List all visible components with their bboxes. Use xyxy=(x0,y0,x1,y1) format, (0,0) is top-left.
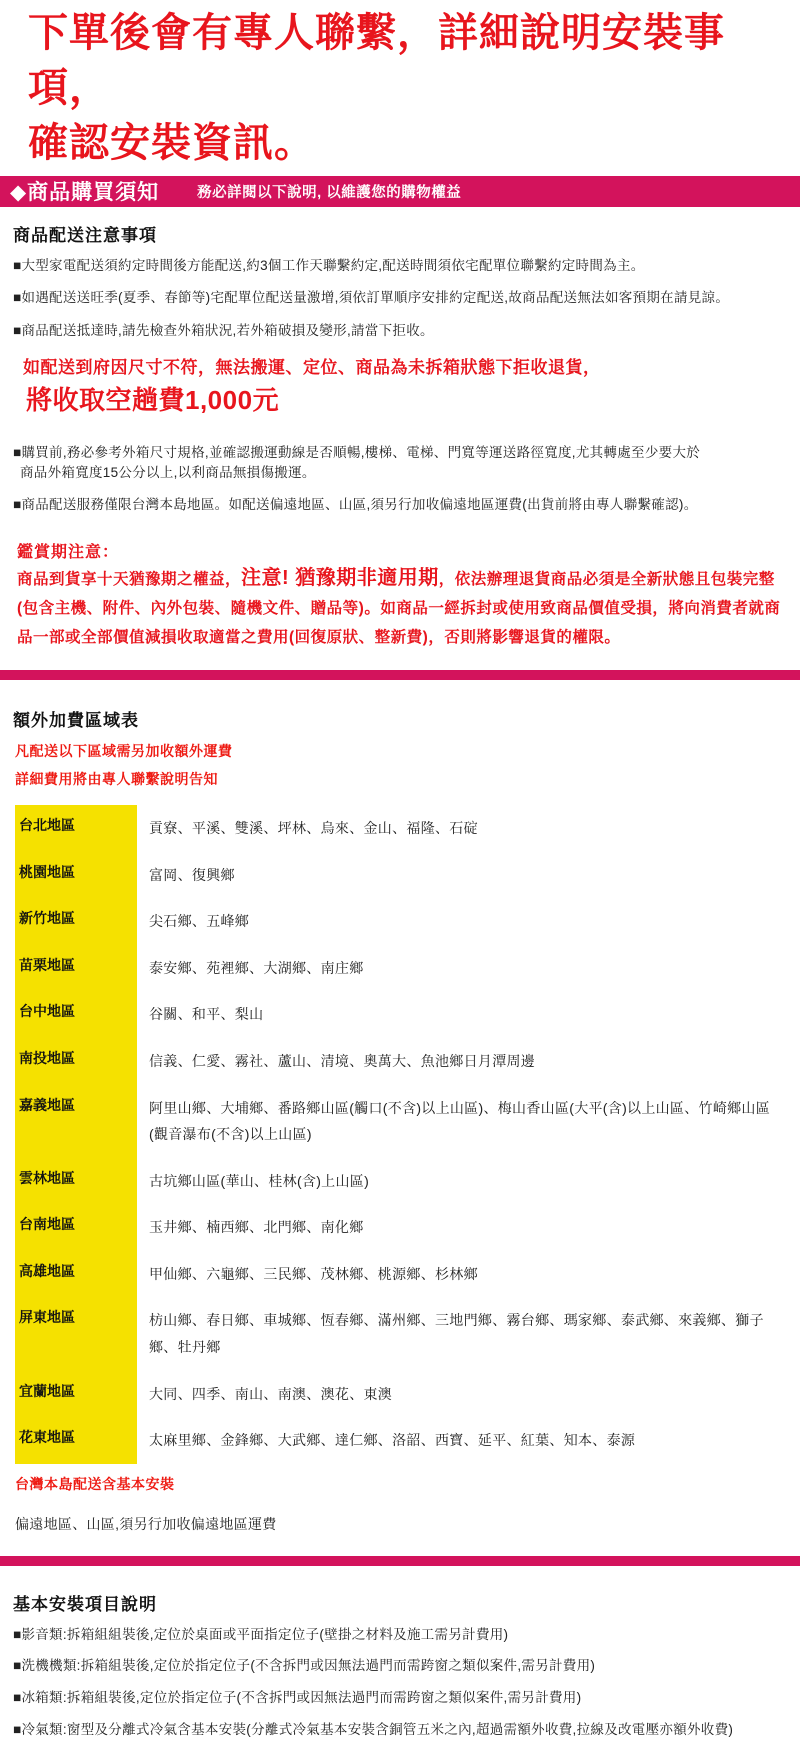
region-row xyxy=(15,1417,787,1464)
purchase-notice-title: ◆商品購買須知 xyxy=(10,181,160,205)
inspection-text-emphasis: 注意! 猶豫期非適用期 xyxy=(241,566,439,589)
region-name: 苗栗地區 xyxy=(15,945,137,992)
extra-fee-note: 詳細費用將由專人聯繫說明告知 xyxy=(15,770,218,787)
region-name: 新竹地區 xyxy=(15,898,137,945)
region-name: 南投地區 xyxy=(15,1038,137,1085)
region-row xyxy=(15,1371,787,1418)
region-places: 阿里山鄉、大埔鄉、番路鄉山區(觸口(不含)以上山區)、梅山香山區(大平(含)以上山區、竹崎鄉山區(觀音瀑布(不含)以上山區) xyxy=(149,1099,771,1143)
install-bullet: ■影音類:拆箱組組裝後,定位於桌面或平面指定位子(壁掛之材料及施工需另計費用) xyxy=(13,1626,509,1642)
region-row xyxy=(15,805,787,852)
shipping-bullet-line: ■商品配送服務僅限台灣本島地區。如配送偏遠地區、山區,須另行加收偏遠地區運費(出貨前將由專人聯繫確認)。 xyxy=(13,497,698,513)
region-places: 玉井鄉、楠西鄉、北門鄉、南化鄉 xyxy=(149,1219,364,1236)
page-title xyxy=(0,0,800,176)
region-row xyxy=(15,1251,787,1298)
region-name: 屏東地區 xyxy=(15,1297,137,1370)
region-places: 尖石鄉、五峰鄉 xyxy=(149,913,250,930)
page-title-line1: 下單後會有專人聯繫，詳細說明安裝事項， xyxy=(28,11,725,111)
extra-fee-region-table xyxy=(15,805,787,1464)
oversize-refusal-warning: 如配送到府因尺寸不符，無法搬運、定位、商品為未拆箱狀態下拒收退貨， xyxy=(23,358,601,378)
region-row xyxy=(15,1038,787,1085)
region-row xyxy=(15,945,787,992)
purchase-notice-bar xyxy=(0,176,800,207)
region-name: 高雄地區 xyxy=(15,1251,137,1298)
region-row xyxy=(15,852,787,899)
shipping-bullet-line: ■購買前,務必參考外箱尺寸規格,並確認搬運動線是否順暢,樓梯、電梯、門寬等運送路徑寬度,尤其轉處至少要大於 xyxy=(13,445,701,461)
region-name: 台中地區 xyxy=(15,991,137,1038)
region-places: 甲仙鄉、六龜鄉、三民鄉、茂林鄉、桃源鄉、杉林鄉 xyxy=(149,1265,478,1282)
extra-fee-note: 凡配送以下區域需另加收額外運費 xyxy=(15,742,233,759)
page-title-line2: 確認安裝資訊。 xyxy=(28,121,315,166)
inspection-text-before: 商品到貨享十天猶豫期之權益， xyxy=(17,570,242,588)
inspection-text-after: ，依法辦理退貨商品必須是全新狀態且包裝完整(包含主機、附件、內外包裝、隨機文件、贈品等)。如商品一經拆封或使用致商品價值受損，將向消費者就商品一部或全部價值減損收取適當之費用(回復原狀、整新費)，否則將影響退貨的權限。 xyxy=(17,570,781,646)
region-places: 信義、仁愛、霧社、蘆山、清境、奧萬大、魚池鄉日月潭周邊 xyxy=(149,1052,536,1069)
region-row xyxy=(15,898,787,945)
region-row xyxy=(15,991,787,1038)
region-name: 花東地區 xyxy=(15,1417,137,1464)
region-name: 台南地區 xyxy=(15,1204,137,1251)
region-places: 太麻里鄉、金鋒鄉、大武鄉、達仁鄉、洛韶、西寶、延平、紅葉、知本、泰源 xyxy=(149,1432,636,1449)
empty-trip-fee-warning: 將收取空趟費1,000元 xyxy=(26,385,280,416)
region-name: 桃園地區 xyxy=(15,852,137,899)
region-places: 古坑鄉山區(華山、桂林(含)上山區) xyxy=(149,1172,370,1189)
shipping-bullet xyxy=(13,443,787,482)
region-row xyxy=(15,1158,787,1205)
region-places: 枋山鄉、春日鄉、車城鄉、恆春鄉、滿州鄉、三地門鄉、霧台鄉、瑪家鄉、泰武鄉、來義鄉、獅子鄉、牡丹鄉 xyxy=(149,1312,764,1356)
region-places: 貢寮、平溪、雙溪、坪林、烏來、金山、福隆、石碇 xyxy=(149,819,478,836)
shipping-notes-section xyxy=(0,221,800,652)
region-row xyxy=(15,1297,787,1370)
region-name: 台北地區 xyxy=(15,805,137,852)
island-basic-install-note: 台灣本島配送含基本安裝 xyxy=(15,1475,175,1492)
shipping-section-heading: 商品配送注意事項 xyxy=(13,225,157,245)
remote-area-fee-note: 偏遠地區、山區,須另行加收偏遠地區運費 xyxy=(15,1515,277,1532)
region-places: 大同、四季、南山、南澳、澳花、東澳 xyxy=(149,1385,393,1402)
shipping-bullet: ■商品配送抵達時,請先檢查外箱狀況,若外箱破損及變形,請當下拒收。 xyxy=(13,322,434,338)
inspection-period-paragraph xyxy=(17,564,787,652)
purchase-notice-subtitle: 務必詳閱以下說明, 以維護您的購物權益 xyxy=(197,184,462,201)
region-row xyxy=(15,1085,787,1158)
install-bullet: ■冰箱類:拆箱組裝後,定位於指定位子(不含拆門或因無法過門而需跨窗之類似案件,需另計費用) xyxy=(13,1689,582,1705)
basic-install-heading: 基本安裝項目說明 xyxy=(13,1594,157,1614)
extra-fee-heading: 額外加費區域表 xyxy=(13,710,139,730)
install-bullet: ■冷氣類:窗型及分離式冷氣含基本安裝(分離式冷氣基本安裝含銅管五米之內,超過需額外收費,拉線及改電壓亦額外收費) xyxy=(13,1721,734,1737)
region-places: 泰安鄉、苑裡鄉、大湖鄉、南庄鄉 xyxy=(149,959,364,976)
region-places: 谷關、和平、梨山 xyxy=(149,1006,264,1023)
section-divider xyxy=(0,1556,800,1566)
install-bullet: ■洗機機類:拆箱組裝後,定位於指定位子(不含拆門或因無法過門而需跨窗之類似案件,需另計費用) xyxy=(13,1658,596,1674)
basic-install-section xyxy=(0,1590,800,1739)
shipping-bullet: ■大型家電配送須約定時間後方能配送,約3個工作天聯繫約定,配送時間須依宅配單位聯繫約定時間為主。 xyxy=(13,257,645,273)
shipping-bullet-line: 商品外箱寬度15公分以上,以利商品無損傷搬運。 xyxy=(20,464,316,480)
shipping-bullet: ■如遇配送送旺季(夏季、春節等)宅配單位配送量激增,須依訂單順序安排約定配送,故商品配送無法如客預期在請見諒。 xyxy=(13,290,730,306)
shipping-bullet xyxy=(13,495,787,515)
region-name: 雲林地區 xyxy=(15,1158,137,1205)
extra-fee-section xyxy=(0,706,800,1534)
inspection-period-heading: 鑑賞期注意： xyxy=(17,543,120,561)
region-name: 宜蘭地區 xyxy=(15,1371,137,1418)
section-divider xyxy=(0,670,800,680)
region-row xyxy=(15,1204,787,1251)
region-name: 嘉義地區 xyxy=(15,1085,137,1158)
region-places: 富岡、復興鄉 xyxy=(149,866,235,883)
